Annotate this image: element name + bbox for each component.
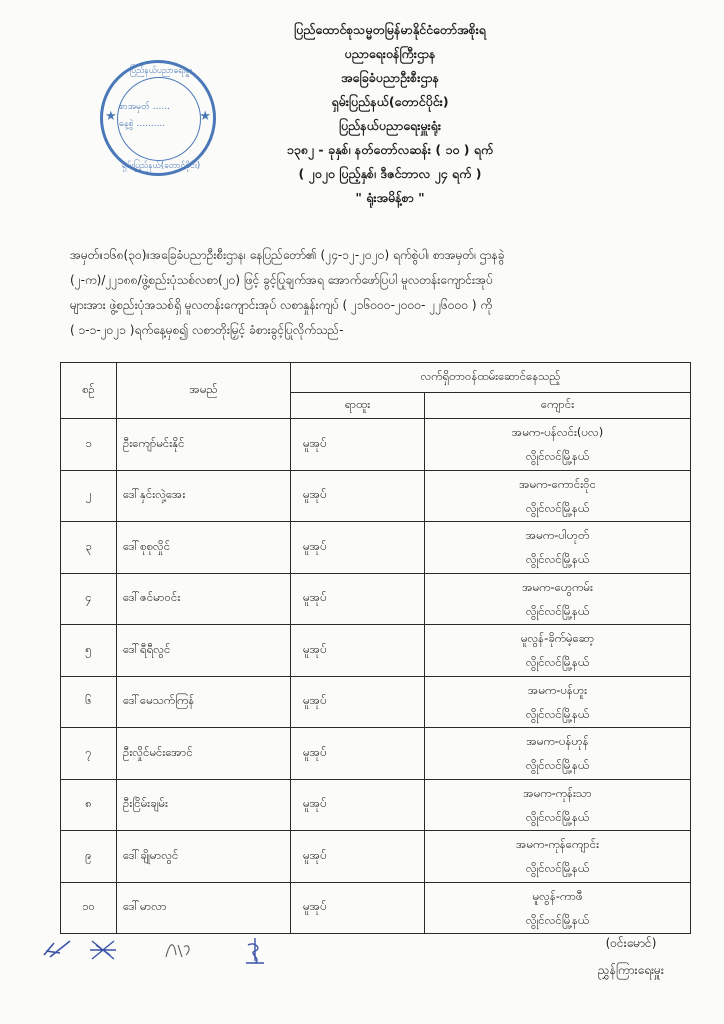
- school-township: လွိုင်လင်မြို့နယ်: [525, 912, 590, 927]
- table-row: [61, 831, 691, 883]
- row-number: ၃: [61, 522, 117, 574]
- row-number: ၄: [61, 573, 117, 625]
- row-school: [425, 728, 691, 780]
- row-name: ဒေါ်ဇင်မာဝင်း: [117, 573, 291, 625]
- row-number: ၉: [61, 831, 117, 883]
- seal-center: [119, 99, 203, 133]
- seal-star-icon: ★: [199, 109, 211, 124]
- paragraph-line: များအား ဖွဲ့စည်းပုံအသစ်ရှိ မူလတန်းကျောင်းအုပ် လစာနှုန်းကျပ် ( ၂၁၆၀၀၀-၂၀၀၀- ၂၂၆၀၀၀ ) ကို: [70, 298, 493, 312]
- school-township: လွိုင်လင်မြို့နယ်: [525, 706, 590, 721]
- header-line-order-title: " ရုံးအမိန့်စာ ": [355, 190, 425, 205]
- row-number: ၁၀: [61, 882, 117, 934]
- paragraph-line: အမှတ်။၁၆၈(၃၀)။အခြေခံပညာဦးစီးဌာန၊ နေပြည်တော်၏ (၂၄-၁၂-၂၀၂၀) ရက်စွဲပါ၊ စာအမှတ်၊ ဌာနခွဲ: [70, 248, 505, 262]
- seal-top-text: ပြည်နယ်ပညာရေးမှူး: [129, 66, 193, 76]
- col-header-no: စဉ်: [61, 363, 117, 419]
- row-rank: မူအုပ်: [291, 522, 425, 574]
- row-school: [425, 676, 691, 728]
- row-school: [425, 831, 691, 883]
- row-rank: မူအုပ်: [291, 728, 425, 780]
- row-number: ၅: [61, 625, 117, 677]
- table-row: [61, 522, 691, 574]
- row-rank: မူအုပ်: [291, 625, 425, 677]
- seal-date-line: နေ့စွဲ ..........: [119, 119, 166, 129]
- school-township: လွိုင်လင်မြို့နယ်: [525, 552, 590, 567]
- handwritten-initial-mark: [40, 935, 76, 963]
- row-name: ဦးငြိမ်းချမ်း: [117, 779, 291, 831]
- col-header-school: ကျောင်း: [425, 393, 691, 419]
- seal-bottom-text: ရှမ်းပြည်နယ်(တောင်ပိုင်း): [121, 161, 201, 171]
- office-seal: [100, 60, 216, 176]
- paragraph-line: (၂-က)/၂၂၁၈၈/ဖွဲ့စည်းပုံသစ်လစာ(၂၀) ဖြင့် ခွင့်ပြုချက်အရ အောက်ဖော်ပြပါ မူလတန်းကျောင်းအုပ်: [70, 273, 493, 287]
- header-line-ministry: ပညာရေးဝန်ကြီးဌာန: [344, 46, 436, 61]
- seal-star-icon: ★: [105, 109, 117, 124]
- school-name: အမက-ဟွေကမ်း: [522, 579, 593, 594]
- school-name: အမက-ကောင်းဝိုင: [519, 476, 596, 491]
- row-rank: မူအုပ်: [291, 676, 425, 728]
- handwritten-initial-mark: [160, 935, 196, 963]
- school-name: အမက-ကုန်းသာ: [523, 785, 592, 800]
- row-number: ၂: [61, 470, 117, 522]
- paragraph-line: ( ၁-၁-၂၀၂၁ )ရက်နေ့မှစ၍ လစာတိုးမြှင့် ခံစားခွင့်ပြုလိုက်သည်-: [70, 323, 344, 337]
- table-row: [61, 728, 691, 780]
- row-number: ၇: [61, 728, 117, 780]
- school-township: လွိုင်လင်မြို့နယ်: [525, 449, 590, 464]
- table-row: [61, 676, 691, 728]
- school-name: အမက-ပန်ဟုန်: [526, 734, 589, 749]
- row-school: [425, 419, 691, 471]
- row-number: ၆: [61, 676, 117, 728]
- row-school: [425, 573, 691, 625]
- school-name: မူလွန်-ကာဖီ: [532, 888, 583, 903]
- school-township: လွိုင်လင်မြို့နယ်: [525, 758, 590, 773]
- header-line-myanmar-date: ၁၃၈၂ - ခုနှစ်၊ နတ်တော်လဆန်း ( ၁၀ ) ရက်: [286, 142, 494, 157]
- row-rank: မူအုပ်: [291, 470, 425, 522]
- table-row: [61, 882, 691, 934]
- school-township: လွိုင်လင်မြို့နယ်: [525, 603, 590, 618]
- header-line-office: ပြည်နယ်ပညာရေးမှူးရုံး: [338, 118, 442, 133]
- header-line-department: အခြေခံပညာဦးစီးဌာန: [341, 70, 439, 85]
- header-line-government: ပြည်ထောင်စုသမ္မတမြန်မာနိုင်ငံတော်အစိုးရ: [294, 22, 486, 37]
- row-rank: မူအုပ်: [291, 573, 425, 625]
- row-rank: မူအုပ်: [291, 882, 425, 934]
- row-name: ဦးလှိုင်မင်းအောင်: [117, 728, 291, 780]
- school-name: မူလွန်-ခိုက်မဲ့ဆော့: [520, 631, 595, 646]
- school-township: လွိုင်လင်မြို့နယ်: [525, 655, 590, 670]
- row-rank: မူအုပ်: [291, 419, 425, 471]
- col-header-rank: ရာထူး: [291, 393, 425, 419]
- row-rank: မူအုပ်: [291, 779, 425, 831]
- table-row: [61, 419, 691, 471]
- row-school: [425, 779, 691, 831]
- col-header-current-post: လက်ရှိတာဝန်ထမ်းဆောင်နေသည့်: [291, 363, 691, 393]
- row-name: ဒေါ်မေသက်ကြန်: [117, 676, 291, 728]
- table-row: [61, 779, 691, 831]
- row-school: [425, 625, 691, 677]
- table-row: [61, 625, 691, 677]
- school-name: အမက-ကုန်ကျောင်း: [515, 837, 600, 852]
- header-line-gregorian-date: ( ၂၀၂၀ ပြည့်နှစ်၊ ဒီဇင်ဘာလ ၂၄ ရက် ): [298, 166, 482, 181]
- staff-table: [60, 362, 691, 934]
- school-township: လွိုင်လင်မြို့နယ်: [525, 809, 590, 824]
- order-paragraph: [70, 243, 670, 343]
- row-rank: မူအုပ်: [291, 831, 425, 883]
- school-name: အမက-ပါဟုတ်: [525, 528, 590, 543]
- row-school: [425, 522, 691, 574]
- document-header: [200, 18, 580, 210]
- row-number: ၁: [61, 419, 117, 471]
- col-header-name: အမည်: [117, 363, 291, 419]
- header-line-region: ရှမ်းပြည်နယ်(တောင်ပိုင်း): [331, 94, 449, 109]
- row-name: ဦးကျော်မင်းနိုင်: [117, 419, 291, 471]
- row-school: [425, 470, 691, 522]
- handwritten-initial-mark: [86, 935, 120, 965]
- school-name: အမက-ပန်ဟူး: [527, 682, 588, 697]
- signatory-name: (ဝင်းမောင်): [605, 936, 657, 950]
- row-name: ဒေါ်မာလာ: [117, 882, 291, 934]
- row-name: ဒေါ်စုစုလှိုင်: [117, 522, 291, 574]
- row-number: ၈: [61, 779, 117, 831]
- table-row: [61, 470, 691, 522]
- row-name: ဒေါ်ချိုမာလွင်: [117, 831, 291, 883]
- school-township: လွိုင်လင်မြို့နယ်: [525, 861, 590, 876]
- school-township: လွိုင်လင်မြို့နယ်: [525, 500, 590, 515]
- seal-ref-line: စာအမှတ် ......: [119, 102, 170, 112]
- table-row: [61, 573, 691, 625]
- row-name: ဒေါ်နှင်းလှဲ့အေး: [117, 470, 291, 522]
- row-name: ဒေါ်ရီရီလွင်: [117, 625, 291, 677]
- signatory-title: ညွှန်ကြားရေးမှူး: [598, 963, 664, 977]
- school-name: အမက-ပန်လင်း(ပလ): [511, 425, 604, 440]
- handwritten-initial-mark: [240, 935, 270, 967]
- row-school: [425, 882, 691, 934]
